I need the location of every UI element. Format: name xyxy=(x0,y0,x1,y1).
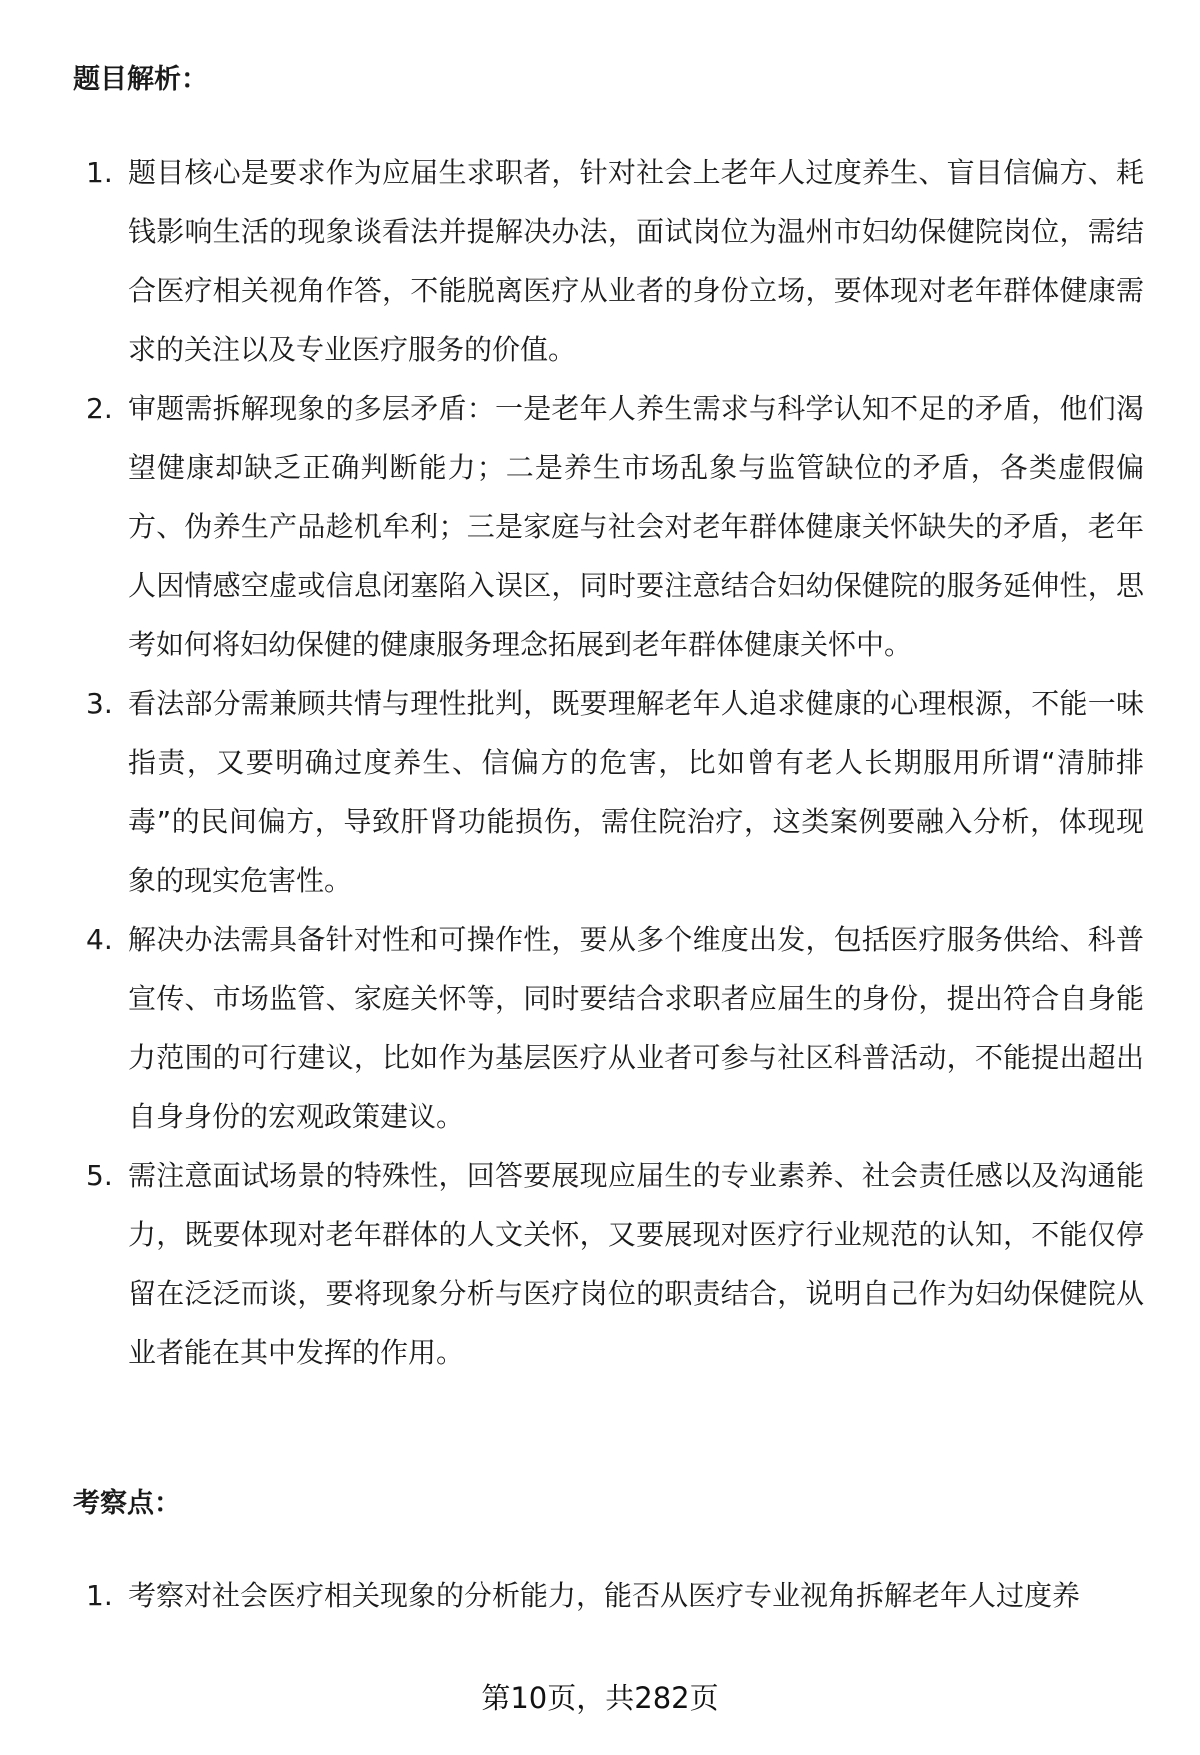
assessment-list xyxy=(0,1566,1200,1625)
list-item-text: 审题需拆解现象的多层矛盾：一是老年人养生需求与科学认知不足的矛盾，他们渴望健康却缺乏正确判断能力；二是养生市场乱象与监管缺位的矛盾，各类虚假偏方、伪养生产品趁机牟利；三是家庭与社会对老年群体健康关怀缺失的矛盾，老年人因情感空虚或信息闭塞陷入误区，同时要注意结合妇幼保健院的服务延伸性，思考如何将妇幼保健的健康服务理念拓展到老年群体健康关怀中。 xyxy=(128,392,1144,661)
analysis-list xyxy=(0,143,1200,1382)
list-item xyxy=(0,379,1200,674)
list-item-text: 解决办法需具备针对性和可操作性，要从多个维度出发，包括医疗服务供给、科普宣传、市场监管、家庭关怀等，同时要结合求职者应届生的身份，提出符合自身能力范围的可行建议，比如作为基层医疗从业者可参与社区科普活动，不能提出超出自身身份的宏观政策建议。 xyxy=(128,923,1144,1133)
list-item xyxy=(0,1566,1200,1625)
list-item-number: 1. xyxy=(86,156,113,189)
list-item xyxy=(0,910,1200,1146)
list-item-number: 2. xyxy=(86,392,113,425)
list-item-number: 3. xyxy=(86,687,113,720)
list-item-text: 考察对社会医疗相关现象的分析能力，能否从医疗专业视角拆解老年人过度养 xyxy=(128,1579,1081,1612)
list-item-number: 1. xyxy=(86,1579,113,1612)
list-item-text: 题目核心是要求作为应届生求职者，针对社会上老年人过度养生、盲目信偏方、耗钱影响生活的现象谈看法并提解决办法，面试岗位为温州市妇幼保健院岗位，需结合医疗相关视角作答，不能脱离医疗从业者的身份立场，要体现对老年群体健康需求的关注以及专业医疗服务的价值。 xyxy=(128,156,1144,366)
list-item xyxy=(0,1146,1200,1382)
list-item-text: 需注意面试场景的特殊性，回答要展现应届生的专业素养、社会责任感以及沟通能力，既要体现对老年群体的人文关怀，又要展现对医疗行业规范的认知，不能仅停留在泛泛而谈，要将现象分析与医疗岗位的职责结合，说明自己作为妇幼保健院从业者能在其中发挥的作用。 xyxy=(128,1159,1144,1369)
list-item xyxy=(0,674,1200,910)
list-item xyxy=(0,143,1200,379)
list-item-number: 4. xyxy=(86,923,113,956)
list-item-text: 看法部分需兼顾共情与理性批判，既要理解老年人追求健康的心理根源，不能一味指责，又要明确过度养生、信偏方的危害，比如曾有老人长期服用所谓“清肺排毒”的民间偏方，导致肝肾功能损伤，需住院治疗，这类案例要融入分析，体现现象的现实危害性。 xyxy=(128,687,1144,897)
section-title-analysis: 题目解析： xyxy=(73,64,208,95)
list-item-number: 5. xyxy=(86,1159,113,1192)
section-title-assessment-points: 考察点： xyxy=(73,1488,181,1519)
page-number-footer: 第10页，共282页 xyxy=(481,1681,719,1715)
